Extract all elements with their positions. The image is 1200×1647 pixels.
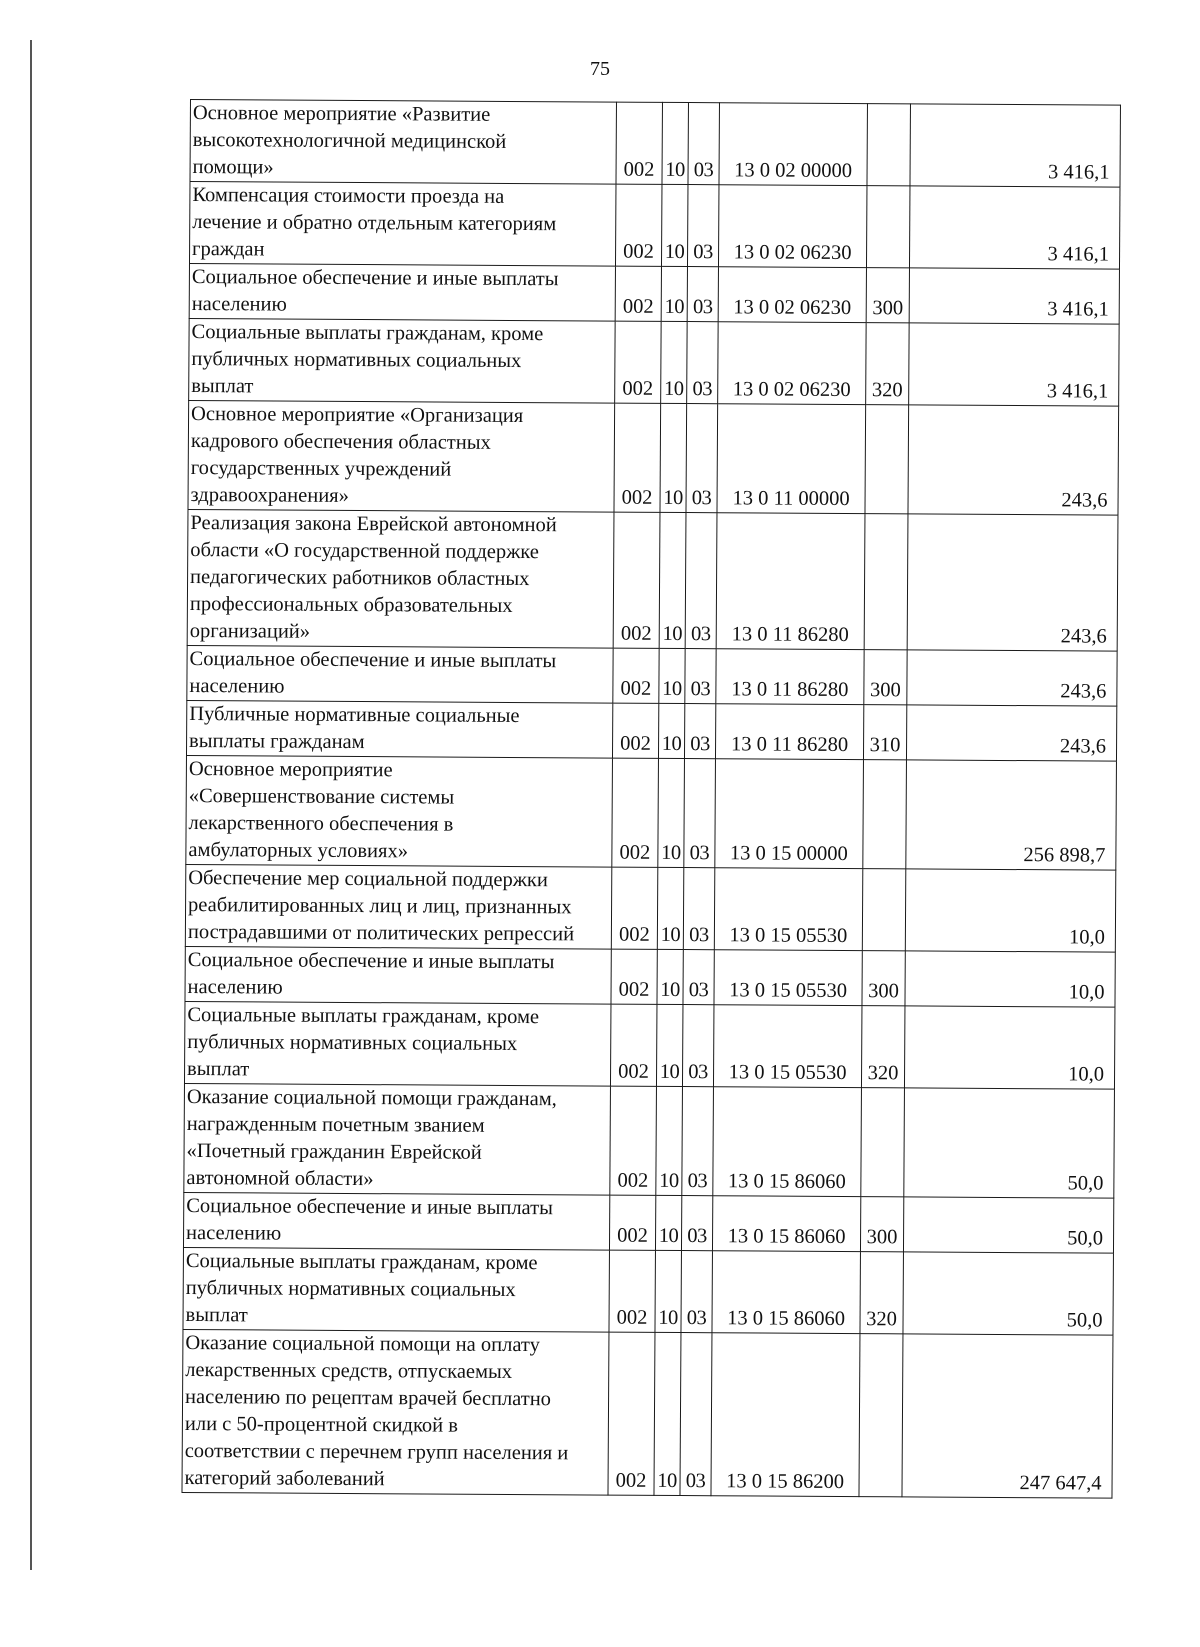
item-name-cell	[186, 700, 612, 758]
expense-type-cell	[865, 405, 909, 514]
amount-cell: 50,0	[904, 1088, 1115, 1198]
page-number: 75	[590, 58, 610, 80]
item-name-line: или с 50-процентной скидкой в	[184, 1412, 459, 1437]
section-code-cell: 10	[661, 266, 687, 321]
item-name-cell	[185, 864, 611, 949]
item-name-cell	[187, 509, 614, 648]
section-code-cell: 10	[657, 867, 684, 949]
item-name-line: Социальные выплаты гражданам, кроме	[187, 1004, 540, 1029]
section-code-cell: 10	[655, 1195, 681, 1250]
amount-cell: 50,0	[903, 1197, 1113, 1253]
item-name-cell	[189, 318, 615, 403]
item-name-line: «Совершенствование системы	[188, 785, 455, 809]
item-name-line: лекарственных средств, отпускаемых	[185, 1358, 513, 1383]
expense-type-cell: 320	[866, 323, 910, 405]
item-name-line: граждан	[192, 238, 265, 261]
amount-cell: 243,6	[907, 650, 1117, 706]
amount-cell: 243,6	[906, 705, 1116, 761]
expense-type-cell: 300	[860, 1197, 903, 1252]
amount-cell: 10,0	[905, 951, 1115, 1007]
amount-cell: 243,6	[907, 514, 1118, 651]
item-name-cell	[188, 400, 615, 512]
section-code-cell: 10	[662, 102, 689, 184]
target-article-cell: 13 0 15 05530	[714, 950, 862, 1006]
expense-type-cell	[866, 186, 910, 268]
budget-table-body	[182, 100, 1120, 1499]
ministry-code-cell: 002	[609, 1250, 656, 1332]
item-name-line: населению	[189, 675, 285, 698]
expense-type-cell	[864, 514, 908, 650]
item-name-line: Публичные нормативные социальные	[189, 703, 520, 728]
table-row	[189, 182, 1119, 270]
item-name-line: области «О государственной поддержке	[190, 539, 539, 564]
item-name-line: Социальное обеспечение и иные выплаты	[186, 1194, 553, 1220]
target-article-cell: 13 0 11 86280	[716, 513, 865, 650]
item-name-line: Социальное обеспечение и иные выплаты	[189, 648, 557, 673]
ministry-code-cell: 002	[609, 1195, 655, 1250]
expense-type-cell: 300	[862, 951, 905, 1006]
table-row	[185, 946, 1115, 1007]
item-name-line: организаций»	[189, 620, 311, 643]
amount-cell: 50,0	[903, 1252, 1113, 1335]
item-name-cell	[187, 645, 613, 703]
target-article-cell: 13 0 15 86060	[712, 1251, 860, 1334]
table-row	[187, 509, 1118, 651]
item-name-line: высокотехнологичной медицинской	[192, 129, 507, 153]
table-row	[184, 1083, 1115, 1198]
table-row	[189, 318, 1119, 406]
section-code-cell: 10	[657, 949, 683, 1004]
section-code-cell: 10	[658, 758, 685, 867]
subsection-code-cell: 03	[686, 404, 718, 513]
item-name-line: выплаты гражданам	[189, 730, 365, 754]
item-name-line: здравоохранения»	[190, 484, 349, 507]
ministry-code-cell: 002	[608, 1332, 655, 1495]
ministry-code-cell: 002	[613, 512, 660, 648]
item-name-line: государственных учреждений	[190, 457, 452, 481]
item-name-line: лекарственного обеспечения в	[188, 812, 454, 836]
ministry-code-cell: 002	[616, 102, 663, 184]
subsection-code-cell: 03	[681, 1251, 713, 1333]
table-row	[189, 264, 1119, 325]
item-name-line: публичных нормативных социальных	[191, 348, 522, 373]
amount-cell: 10,0	[905, 869, 1115, 952]
item-name-line: населению	[191, 293, 287, 316]
amount-cell: 3 416,1	[909, 268, 1119, 324]
table-row	[186, 755, 1117, 870]
ministry-code-cell: 002	[613, 648, 659, 703]
section-code-cell: 10	[658, 703, 684, 758]
item-name-line: категорий заболеваний	[184, 1466, 385, 1491]
item-name-line: награжденным почетным званием	[186, 1112, 485, 1137]
section-code-cell: 10	[659, 512, 686, 648]
item-name-line: Обеспечение мер социальной поддержки	[188, 867, 548, 892]
item-name-line: населению	[187, 976, 283, 999]
section-code-cell: 10	[654, 1332, 681, 1495]
table-row	[185, 864, 1115, 952]
item-name-cell	[186, 755, 613, 867]
expense-type-cell: 300	[866, 268, 909, 323]
subsection-code-cell: 03	[684, 704, 715, 759]
expense-type-cell	[859, 1334, 903, 1497]
item-name-line: реабилитированных лиц и лиц, признанных	[188, 894, 572, 919]
ministry-code-cell: 002	[611, 949, 657, 1004]
amount-cell: 10,0	[904, 1006, 1114, 1089]
item-name-line: Социальные выплаты гражданам, кроме	[191, 321, 544, 346]
item-name-cell	[183, 1192, 609, 1250]
ministry-code-cell: 002	[610, 1086, 657, 1195]
ministry-code-cell: 002	[611, 867, 658, 949]
item-name-line: выплат	[185, 1303, 248, 1327]
table-row	[190, 100, 1120, 188]
item-name-line: публичных нормативных социальных	[185, 1276, 516, 1302]
target-article-cell: 13 0 15 86060	[712, 1196, 860, 1252]
section-code-cell: 10	[656, 1086, 683, 1195]
subsection-code-cell: 03	[682, 1087, 714, 1196]
item-name-line: педагогических работников областных	[190, 566, 530, 591]
target-article-cell: 13 0 15 05530	[713, 1005, 861, 1088]
target-article-cell: 13 0 02 06230	[718, 185, 866, 268]
subsection-code-cell: 03	[688, 103, 720, 185]
item-name-line: «Почетный гражданин Еврейской	[186, 1139, 482, 1164]
expense-type-cell	[861, 1088, 905, 1197]
ministry-code-cell: 002	[614, 403, 661, 512]
item-name-line: Основное мероприятие	[188, 758, 393, 782]
item-name-line: профессиональных образовательных	[189, 593, 513, 617]
expense-type-cell: 300	[864, 650, 907, 705]
amount-cell: 256 898,7	[906, 760, 1117, 870]
item-name-line: выплат	[191, 375, 254, 398]
expense-type-cell: 320	[861, 1006, 905, 1088]
item-name-line: Социальные выплаты гражданам, кроме	[185, 1249, 538, 1275]
item-name-line: Оказание социальной помощи гражданам,	[186, 1085, 557, 1111]
item-name-cell	[182, 1329, 609, 1495]
subsection-code-cell: 03	[687, 322, 719, 404]
item-name-line: кадрового обеспечения областных	[190, 430, 491, 454]
item-name-line: населению	[186, 1221, 282, 1245]
target-article-cell: 13 0 02 00000	[719, 103, 867, 186]
item-name-line: Социальное обеспечение и иные выплаты	[191, 266, 559, 291]
target-article-cell: 13 0 02 06230	[718, 322, 866, 405]
item-name-line: Социальное обеспечение и иные выплаты	[187, 949, 555, 974]
section-code-cell: 10	[659, 648, 685, 703]
item-name-line: лечение и обратно отдельным категориям	[192, 211, 557, 236]
table-row	[182, 1329, 1113, 1498]
item-name-cell	[190, 100, 616, 185]
amount-cell: 3 416,1	[909, 186, 1119, 269]
table-row	[184, 1001, 1114, 1089]
target-article-cell: 13 0 11 86280	[715, 704, 863, 760]
subsection-code-cell: 03	[687, 185, 719, 267]
subsection-code-cell: 03	[683, 868, 715, 950]
item-name-line: выплат	[187, 1058, 250, 1081]
expense-type-cell	[863, 760, 907, 869]
expense-type-cell: 320	[860, 1252, 904, 1334]
item-name-line: Основное мероприятие «Организация	[191, 403, 524, 428]
item-name-cell	[184, 1083, 611, 1195]
section-code-cell: 10	[661, 321, 688, 403]
table-row	[188, 400, 1119, 515]
subsection-code-cell: 03	[682, 1005, 714, 1087]
subsection-code-cell: 03	[680, 1333, 712, 1496]
item-name-cell	[189, 182, 615, 267]
ministry-code-cell: 002	[612, 758, 659, 867]
ministry-code-cell: 002	[615, 321, 662, 403]
budget-table	[181, 99, 1120, 1499]
expense-type-cell	[867, 104, 911, 186]
item-name-line: соответствии с перечнем групп населения и	[184, 1439, 569, 1465]
subsection-code-cell: 03	[687, 267, 718, 322]
item-name-cell	[184, 1001, 610, 1086]
item-name-cell	[185, 946, 611, 1004]
target-article-cell: 13 0 15 86200	[711, 1333, 860, 1497]
ministry-code-cell: 002	[615, 266, 661, 321]
item-name-line: автономной области»	[186, 1166, 374, 1191]
scan-margin-line	[30, 40, 32, 1570]
ministry-code-cell: 002	[610, 1004, 657, 1086]
table-row	[183, 1247, 1113, 1335]
table-row	[186, 700, 1116, 761]
target-article-cell: 13 0 15 86060	[713, 1087, 862, 1197]
item-name-line: пострадавшими от политических репрессий	[187, 921, 575, 946]
item-name-line: Реализация закона Еврейской автономной	[190, 512, 557, 537]
item-name-line: помощи»	[192, 156, 274, 179]
amount-cell: 3 416,1	[909, 323, 1119, 406]
section-code-cell: 10	[656, 1004, 683, 1086]
item-name-line: публичных нормативных социальных	[187, 1031, 518, 1056]
expense-type-cell	[862, 869, 906, 951]
ministry-code-cell: 002	[612, 703, 658, 758]
table-row	[183, 1192, 1113, 1253]
target-article-cell: 13 0 15 05530	[714, 868, 862, 951]
table-row	[187, 645, 1117, 706]
subsection-code-cell: 03	[684, 759, 716, 868]
item-name-line: населению по рецептам врачей бесплатно	[185, 1385, 552, 1411]
amount-cell: 247 647,4	[902, 1334, 1113, 1498]
subsection-code-cell: 03	[683, 950, 714, 1005]
section-code-cell: 10	[655, 1250, 682, 1332]
target-article-cell: 13 0 02 06230	[718, 267, 866, 323]
section-code-cell: 10	[660, 403, 687, 512]
target-article-cell: 13 0 11 00000	[717, 404, 866, 514]
target-article-cell: 13 0 11 86280	[716, 649, 864, 705]
item-name-cell	[183, 1247, 609, 1332]
amount-cell: 243,6	[908, 405, 1119, 515]
item-name-line: Компенсация стоимости проезда на	[192, 184, 505, 208]
section-code-cell: 10	[661, 184, 688, 266]
target-article-cell: 13 0 15 00000	[715, 759, 864, 869]
item-name-line: амбулаторных условиях»	[188, 839, 409, 863]
item-name-line: Оказание социальной помощи на оплату	[185, 1331, 540, 1357]
item-name-line: Основное мероприятие «Развитие	[192, 102, 491, 126]
amount-cell: 3 416,1	[910, 104, 1120, 187]
subsection-code-cell: 03	[685, 649, 716, 704]
subsection-code-cell: 03	[685, 513, 717, 649]
subsection-code-cell: 03	[681, 1196, 712, 1251]
ministry-code-cell: 002	[615, 184, 662, 266]
item-name-cell	[189, 264, 615, 322]
expense-type-cell: 310	[863, 705, 906, 760]
